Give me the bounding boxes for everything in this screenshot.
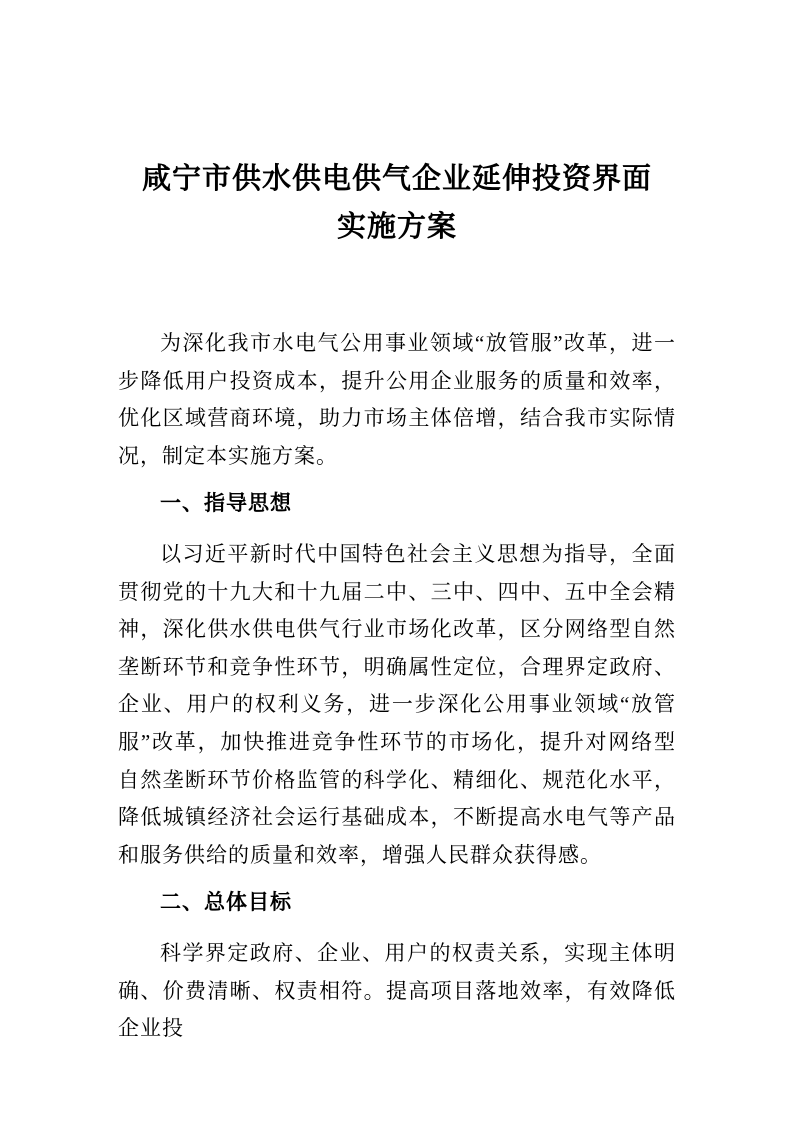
paragraph-intro: 为深化我市水电气公用事业领域“放管服”改革，进一步降低用户投资成本，提升公用企业服务的质量和效率，优化区域营商环境，助力市场主体倍增，结合我市实际情况，制定本实施方案。 bbox=[118, 331, 676, 468]
section-heading-overall-goal: 二、总体目标 bbox=[160, 891, 292, 915]
section-heading-guiding-ideology: 一、指导思想 bbox=[160, 492, 292, 516]
document-title-line1: 咸宁市供水供电供气企业延伸投资界面 bbox=[141, 163, 652, 195]
paragraph-overall-goal: 科学界定政府、企业、用户的权责关系，实现主体明确、价费清晰、权责相符。提高项目落地效率，有效降低企业投 bbox=[118, 940, 676, 1041]
document-title-line2: 实施方案 bbox=[336, 211, 457, 243]
paragraph-guiding-ideology: 以习近平新时代中国特色社会主义思想为指导，全面贯彻党的十九大和十九届二中、三中、四中、五中全会精神，深化供水供电供气行业市场化改革，区分网络型自然垄断环节和竞争性环节，明确属性定位，合理界定政府、企业、用户的权利义务，进一步深化公用事业领域“放管服”改革，加快推进竞争性环节的市场化，提升对网络型自然垄断环节价格监管的科学化、精细化、规范化水平，降低城镇经济社会运行基础成本，不断提高水电气等产品和服务供给的质量和效率，增强人民群众获得感。 bbox=[118, 541, 676, 867]
document-title bbox=[118, 155, 676, 251]
